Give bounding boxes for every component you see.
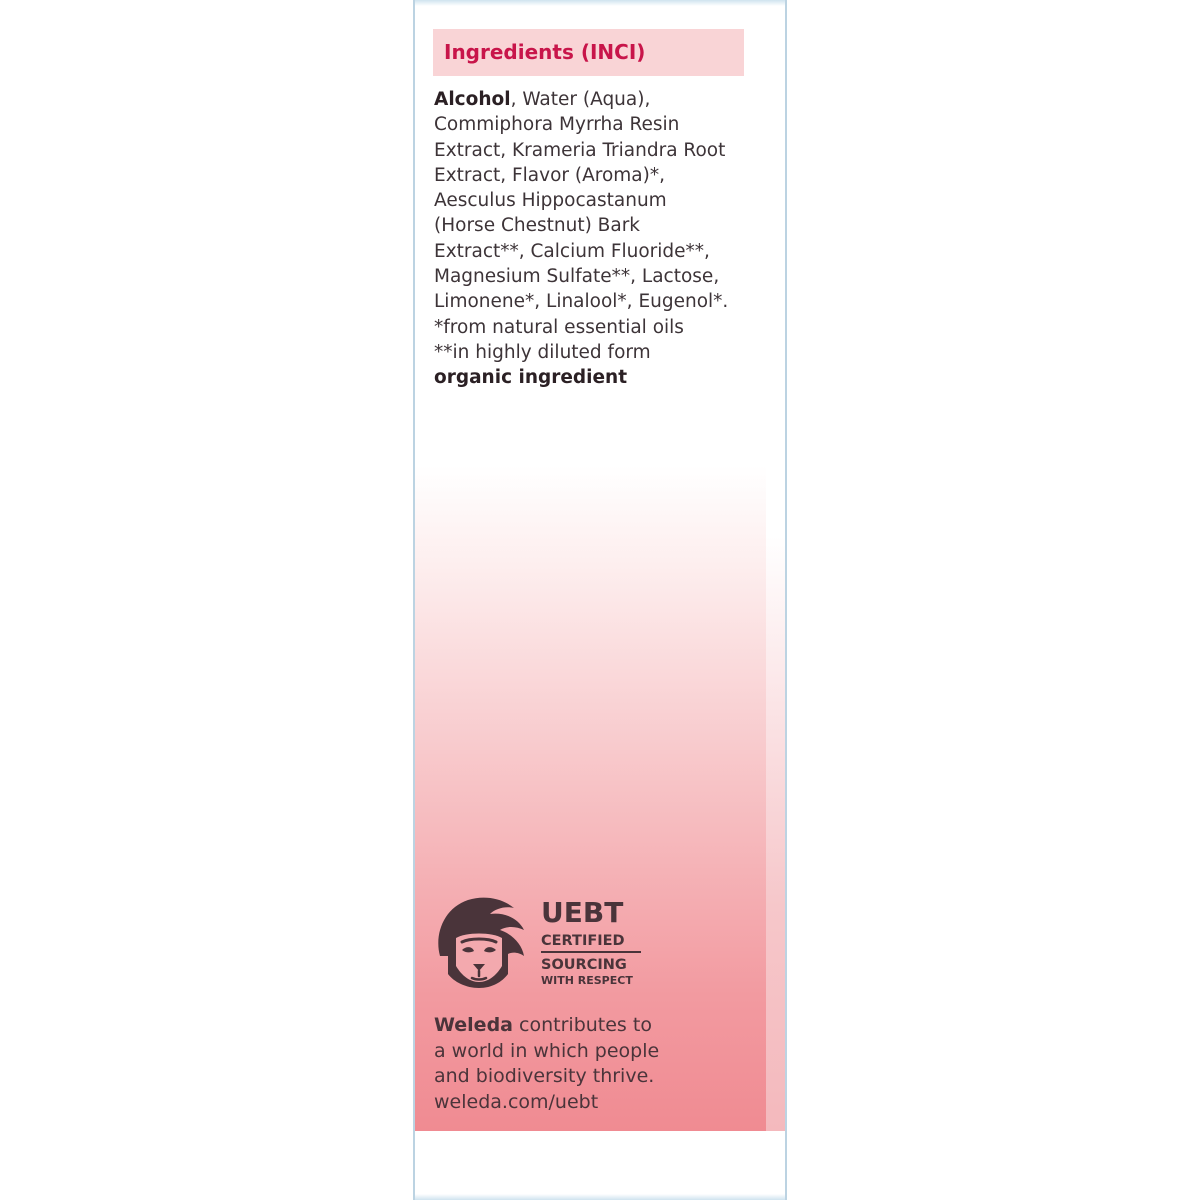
package-bottom-edge	[415, 1194, 785, 1200]
ingredient-text: Extract, Flavor (Aroma)*,	[434, 164, 665, 186]
ingredient-line	[434, 138, 754, 163]
ingredient-text: **in highly diluted form	[434, 341, 651, 363]
ingredient-line	[434, 87, 754, 112]
ingredient-text: (Horse Chestnut) Bark	[434, 215, 641, 237]
ingredient-line	[434, 163, 754, 188]
ingredient-line	[434, 213, 754, 238]
uebt-url: weleda.com/uebt	[434, 1090, 599, 1113]
ingredients-header	[433, 29, 744, 76]
uebt-statement	[434, 1013, 764, 1115]
ingredient-text: Extract**, Calcium Fluoride**,	[434, 240, 710, 262]
footnote-diluted	[434, 340, 754, 365]
ingredient-line	[434, 239, 754, 264]
statement-line	[434, 1013, 764, 1039]
statement-line: and biodiversity thrive.	[434, 1065, 655, 1087]
uebt-with-respect: WITH RESPECT	[541, 974, 633, 987]
package-right-edge	[785, 0, 787, 1200]
uebt-certified: CERTIFIED	[541, 933, 625, 949]
ingredient-bold: Alcohol	[434, 89, 511, 110]
ingredient-text: Aesculus Hippocastanum	[434, 190, 667, 212]
organic-legend	[434, 365, 754, 390]
uebt-title: UEBT	[541, 896, 624, 929]
ingredient-line	[434, 188, 754, 213]
ingredients-title: Ingredients (INCI)	[444, 40, 646, 64]
ingredient-line	[434, 112, 754, 137]
package-fold-strip	[766, 6, 785, 1131]
ingredients-list	[434, 87, 754, 391]
uebt-divider	[541, 951, 641, 953]
ingredient-text: Extract, Krameria Triandra Root	[434, 139, 726, 161]
ingredient-line	[434, 289, 754, 314]
ingredient-bold: organic ingredient	[434, 367, 628, 389]
ingredient-text: Magnesium Sulfate**, Lactose,	[434, 266, 720, 288]
ingredient-text: Commiphora Myrrha Resin	[434, 114, 680, 136]
statement-line: a world in which people	[434, 1039, 660, 1062]
brand-name: Weleda	[434, 1014, 513, 1036]
ingredient-text: Limonene*, Linalool*, Eugenol*.	[434, 291, 729, 313]
footnote-essential-oils	[434, 315, 754, 340]
uebt-lion-icon	[432, 894, 527, 990]
uebt-sourcing: SOURCING	[541, 957, 627, 973]
ingredient-text: , Water (Aqua),	[510, 89, 651, 110]
ingredient-line	[434, 264, 754, 289]
statement-text: contributes to	[513, 1014, 652, 1036]
ingredient-text: *from natural essential oils	[434, 316, 684, 338]
